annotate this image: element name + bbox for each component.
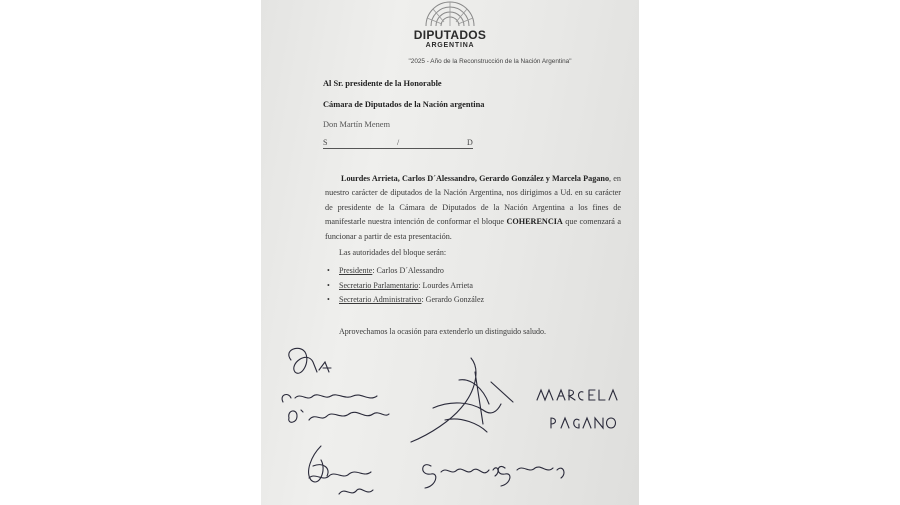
body-paragraph: Lourdes Arrieta, Carlos D´Alessandro, Gerardo González y Marcela Pagano, en nuestro carácter de diputados de la Nación Argentina, nos dirigimos a Ud. en su carácter de presidente de la Cámara de Diputados de la Nación Argentina a los fines de manifestarle nuestra intención de conformar el bloque COHERENCIA que comenzará a funcionar a partir de esta presentación.: [325, 174, 621, 241]
signers: Lourdes Arrieta, Carlos D´Alessandro, Gerardo González y Marcela Pagano: [341, 174, 610, 183]
letterhead-title: DIPUTADOS: [413, 28, 487, 42]
addressee-line-2: Cámara de Diputados de la Nación argentina: [323, 100, 485, 109]
bloc-name: COHERENCIA: [506, 217, 563, 227]
authority-item: • Presidente: Carlos D´Alessandro: [339, 266, 444, 275]
signatures-handwritten: [261, 0, 639, 505]
authority-item: • Secretario Parlamentario: Lourdes Arrieta: [339, 281, 473, 290]
authority-item: • Secretario Administrativo: Gerardo González: [339, 295, 484, 304]
addressee-name: Don Martín Menem: [323, 120, 390, 129]
closing-line: Aprovechamos la ocasión para extenderlo un distinguido saludo.: [339, 327, 547, 336]
authorities-intro: Las autoridades del bloque serán:: [339, 248, 447, 257]
letterhead-subtitle: ARGENTINA: [425, 42, 475, 49]
document-page: [261, 0, 639, 505]
sd-line: S / D: [323, 138, 473, 147]
letterhead-motto: "2025 - Año de la Reconstrucción de la Nación Argentina": [408, 58, 572, 65]
addressee-line-1: Al Sr. presidente de la Honorable: [323, 79, 442, 88]
